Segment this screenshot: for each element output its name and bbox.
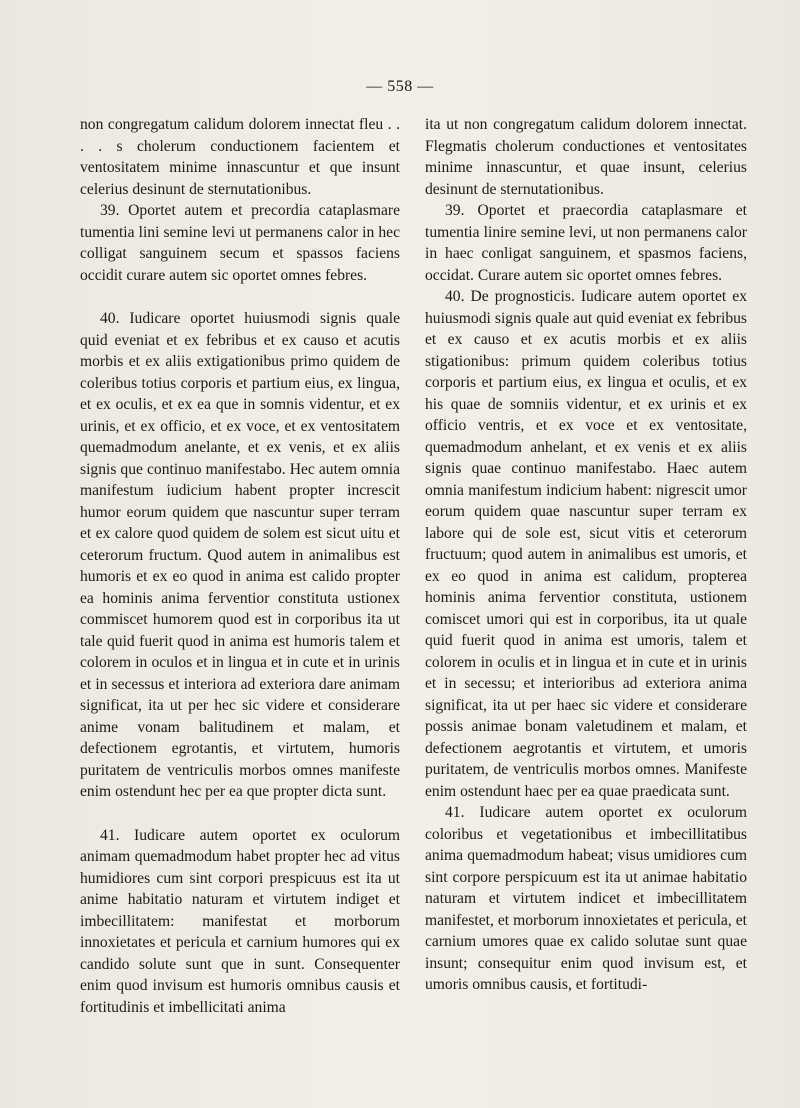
right-paragraph-41: 41. Iudicare autem oportet ex oculorum coloribus et vegetationibus et imbecillitatibus anima quemadmodum habeat; visus umidiores cum sint corpore perspicuum est ita ut animae habitatio naturam et virtutem indicet et imbecillitatem manifestet, et morborum innoxietates et pericula, et carnium umores quae ex calido solutae sunt quae insunt; consequitur enim quod invisum est, et umoris omnibus causis, et fortitudi- — [425, 804, 747, 993]
left-paragraph-40: 40. Iudicare oportet huiusmodi signis quale quid eveniat et ex febribus et ex causo et acutis morbis et ex aliis extigationibus primo quidem de coleribus totius corporis et partium eius, ex lingua, et ex oculis, et ex ea que in somnis videntur, et ex urinis, et ex officio, et ex voce, et ex ventositatem quemadmodum anelante, et ex venis, et ex aliis signis que continuo manifestabo. Hec autem omnia manifestum iudicium habent propter increscit humor eorum quidem que nascuntur super terram et ex calore quod quidem de solem est sicut uitu et ceterorum fructum. Quod autem in animalibus est humoris et ex eo quod in anima est calido propter ea hominis anima ferventior constituta ustionex commiscet humorem quod est in corporibus ita ut tale quid fuerit quod in anima est humoris talem et colorem in oculos et in lingua et in cute et in urinis et in secessus et interiora ad exteriora dare animam significat, ita ut per hec sic videre et considerare anime vonam balitudinem et malam, et defectionem egrotantis, et virtutem, humoris puritatem de ventriculis morbos omnes manifeste enim ostendunt hec per ea que propter dicta sunt. — [80, 310, 400, 800]
right-column-latin-emended — [425, 114, 747, 996]
left-paragraph-continuation: non congregatum calidum dolorem innectat fleu . . . . s cholerum conductionem facientem et ventositatem minime innascuntur et que insunt celerius desinunt de sternutationibus. — [80, 116, 400, 198]
right-paragraph-40: 40. De prognosticis. Iudicare autem oportet ex huiusmodi signis quale aut quid eveniat ex febribus et ex causo et ex acutis morbis et ex aliis stigationibus: primum quidem coleribus totius corporis et partium eius, ex lingua et oculis, et ex his quae de somniis videntur, et ex urinis et ex officio ventris, et ex voce et ex ventositate, quemadmodum anhelant, et ex venis et ex aliis signis quae continuo manifestabo. Haec autem omnia manifestum indicium habent: nigrescit umor eorum quidem quae nascuntur super terram ex labore qui de sole est, sicut vitis et ceterorum fructuum; quod autem in animalibus est umoris, et ex eo quod in anima est calidum, propterea hominis anima ferventior constituta, ustionem comiscet umori qui est in corporibus, ita ut quale quid fuerit quod in anima est umoris, talem et colorem in oculis et in lingua et in cute et in urinis et in secessu; et interioribus ad exteriora anima significat, ita ut per haec sic videre et considerare possis animae bonam valetudinem et malam, et defectionem aegrotantis et virtutem, et umoris puritatem, de ventriculis morbos omnes. Manifeste enim ostendunt haec per ea quae praedicata sunt. — [425, 288, 747, 800]
page-number: — 558 — — [366, 78, 434, 95]
right-paragraph-continuation: ita ut non congregatum calidum dolorem innectat. Flegmatis cholerum conductiones et ventositates minime innascuntur, et quae insunt, celerius desinunt de sternutationibus. — [425, 116, 747, 198]
left-paragraph-41: 41. Iudicare autem oportet ex oculorum animam quemadmodum habet propter hec ad vitus humidiores cum sint corpori prespicuus est ita ut anime habitatio naturam et virtutem indiget et imbecillitatem: manifestat et morborum innoxietates et pericula et carnium humores qui ex candido solute sunt que in sunt. Consequenter enim quod invisum est humoris omnibus causis et fortitudinis et imbellicitati anima — [80, 826, 400, 1016]
left-paragraph-39: 39. Oportet autem et precordia cataplasmare tumentia lini semine levi ut permanens calor in hec colligat sanguinem secum et spassos faciens occidit curare autem sic oportet omnes febres. — [80, 202, 400, 284]
right-paragraph-39: 39. Oportet et praecordia cataplasmare et tumentia linire semine levi, ut non permanens calor in haec conligat sanguinem, et spasmos faciens, occidat. Curare autem sic oportet omnes febres. — [425, 202, 747, 284]
left-column-latin-original — [80, 114, 400, 1018]
